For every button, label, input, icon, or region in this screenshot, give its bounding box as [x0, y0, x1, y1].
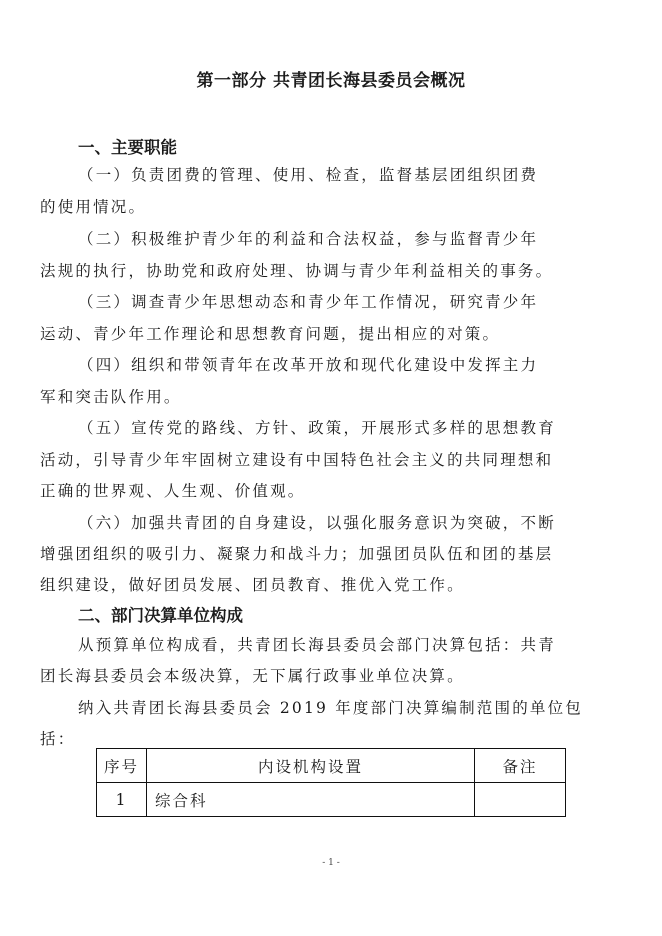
paragraph-line: 增强团组织的吸引力、凝聚力和战斗力；加强团员队伍和团的基层 — [40, 545, 554, 563]
paragraph-line: 活动，引导青少年牢固树立建设有中国特色社会主义的共同理想和 — [40, 451, 554, 469]
paragraph-line: 正确的世界观、人生观、价值观。 — [40, 482, 306, 500]
paragraph-line: 团长海县委员会本级决算，无下属行政事业单位决算。 — [40, 667, 465, 685]
paragraph-line: （五）宣传党的路线、方针、政策，开展形式多样的思想教育 — [78, 419, 556, 437]
table-cell — [475, 783, 566, 817]
internal-structure-table — [96, 748, 566, 817]
table-header-cell: 序号 — [97, 749, 147, 783]
paragraph-line: 运动、青少年工作理论和思想教育问题，提出相应的对策。 — [40, 325, 501, 343]
paragraph-line: （六）加强共青团的自身建设，以强化服务意识为突破，不断 — [78, 514, 556, 532]
section-heading-main-functions: 一、主要职能 — [78, 138, 177, 157]
table-cell: 1 — [97, 783, 147, 817]
paragraph-line: 的使用情况。 — [40, 198, 147, 216]
table-row — [97, 783, 566, 817]
paragraph-line: （四）组织和带领青年在改革开放和现代化建设中发挥主力 — [78, 356, 539, 374]
paragraph-line: 纳入共青团长海县委员会 2019 年度部门决算编制范围的单位包 — [78, 699, 584, 717]
paragraph-line: （二）积极维护青少年的利益和合法权益，参与监督青少年 — [78, 230, 539, 248]
table-header-cell: 备注 — [475, 749, 566, 783]
paragraph-line: 从预算单位构成看，共青团长海县委员会部门决算包括：共青 — [78, 636, 556, 654]
paragraph-line: （三）调查青少年思想动态和青少年工作情况，研究青少年 — [78, 293, 539, 311]
table-header-row — [97, 749, 566, 783]
table-header-cell: 内设机构设置 — [147, 749, 475, 783]
document-title: 第一部分 共青团长海县委员会概况 — [196, 71, 466, 91]
paragraph-line: 括： — [40, 730, 76, 748]
paragraph-line: 组织建设，做好团员发展、团员教育、推优入党工作。 — [40, 576, 465, 594]
paragraph-line: 法规的执行，协助党和政府处理、协调与青少年利益相关的事务。 — [40, 262, 554, 280]
table-cell: 综合科 — [147, 783, 475, 817]
paragraph-line: 军和突击队作用。 — [40, 388, 182, 406]
paragraph-line: （一）负责团费的管理、使用、检查，监督基层团组织团费 — [78, 166, 539, 184]
section-heading-unit-composition: 二、部门决算单位构成 — [78, 606, 243, 625]
page-number: - 1 - — [322, 858, 340, 868]
